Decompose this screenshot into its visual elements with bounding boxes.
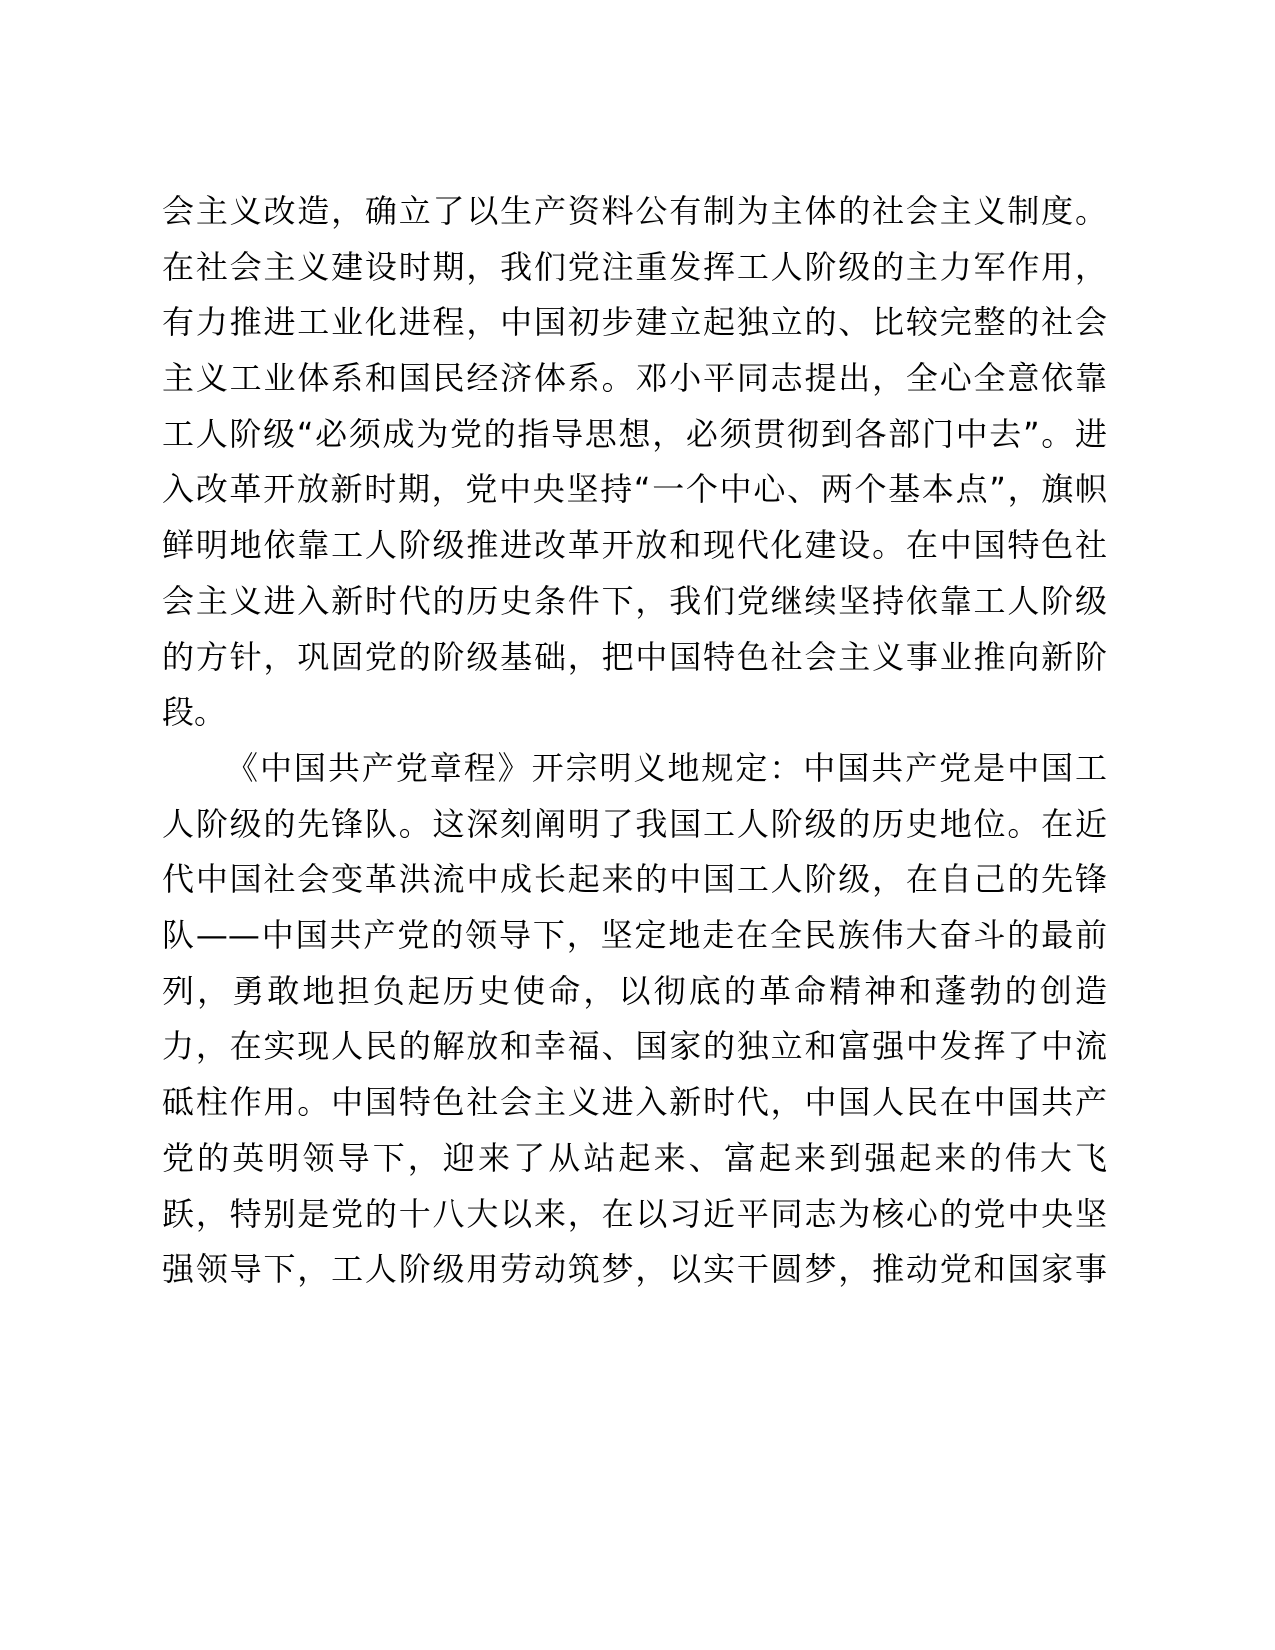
paragraph-line: 有力推进工业化进程，中国初步建立起独立的、比较完整的社会	[162, 303, 1107, 342]
paragraph-line: 《中国共产党章程》开宗明义地规定：中国共产党是中国工	[226, 749, 1107, 787]
paragraph-line: 强领导下，工人阶级用劳动筑梦，以实干圆梦，推动党和国家事	[162, 1250, 1107, 1289]
paragraph-line: 代中国社会变革洪流中成长起来的中国工人阶级，在自己的先锋	[162, 860, 1107, 899]
paragraph-line: 列，勇敢地担负起历史使命，以彻底的革命精神和蓬勃的创造	[162, 971, 1107, 1010]
paragraph-line: 鲜明地依靠工人阶级推进改革开放和现代化建设。在中国特色社	[162, 526, 1107, 565]
paragraph-line: 会主义改造，确立了以生产资料公有制为主体的社会主义制度。	[162, 192, 1107, 230]
paragraph-line: 跃，特别是党的十八大以来，在以习近平同志为核心的党中央坚	[162, 1194, 1107, 1233]
paragraph-line: 队——中国共产党的领导下，坚定地走在全民族伟大奋斗的最前	[162, 916, 1107, 955]
paragraph-line: 的方针，巩固党的阶级基础，把中国特色社会主义事业推向新阶	[162, 637, 1107, 676]
paragraph-1	[162, 184, 1107, 741]
paragraph-line: 人阶级的先锋队。这深刻阐明了我国工人阶级的历史地位。在近	[162, 804, 1107, 843]
paragraph-line: 主义工业体系和国民经济体系。邓小平同志提出，全心全意依靠	[162, 359, 1107, 398]
paragraph-line: 党的英明领导下，迎来了从站起来、富起来到强起来的伟大飞	[162, 1138, 1107, 1177]
paragraph-line: 工人阶级“必须成为党的指导思想，必须贯彻到各部门中去”。进	[162, 414, 1107, 453]
paragraph-line: 段。	[162, 693, 227, 732]
paragraph-line: 砥柱作用。中国特色社会主义进入新时代，中国人民在中国共产	[162, 1083, 1107, 1122]
paragraph-line: 在社会主义建设时期，我们党注重发挥工人阶级的主力军作用，	[162, 247, 1107, 286]
paragraph-line: 会主义进入新时代的历史条件下，我们党继续坚持依靠工人阶级	[162, 581, 1107, 620]
paragraph-2	[162, 741, 1107, 1298]
paragraph-line: 力，在实现人民的解放和幸福、国家的独立和富强中发挥了中流	[162, 1027, 1107, 1066]
paragraph-line: 入改革开放新时期，党中央坚持“一个中心、两个基本点”，旗帜	[162, 470, 1107, 509]
